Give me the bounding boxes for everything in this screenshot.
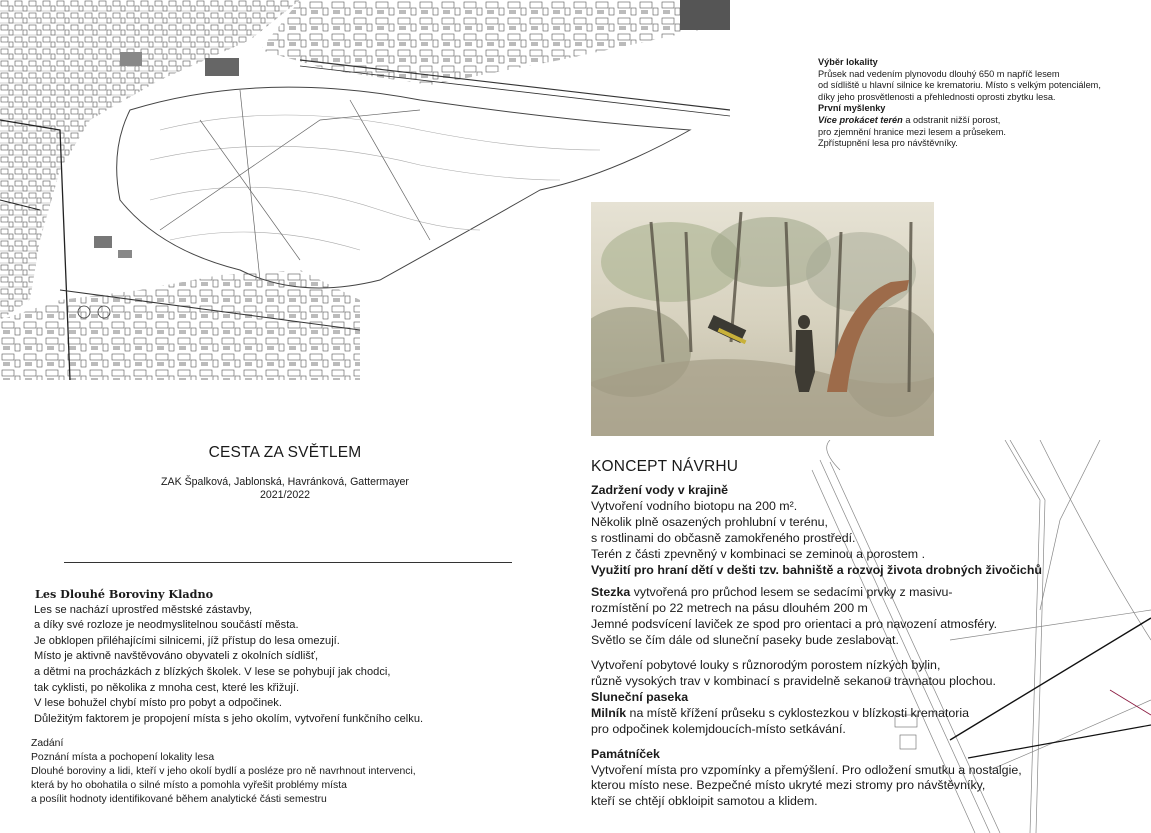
milestone-first-text: na místě křížení průseku s cyklostezkou v blízkosti krematoria <box>626 705 970 720</box>
site-selection-line: Průsek nad vedením plynovodu dlouhý 650 m napříč lesem <box>818 68 1060 79</box>
concept-line: Vytvoření vodního biotopu na 200 m². <box>591 498 798 513</box>
first-thoughts-line: Zpřístupnění lesa pro návštěvníky. <box>818 138 958 149</box>
concept-sketch-image <box>591 202 934 436</box>
concept-title: KONCEPT NÁVRHU <box>591 458 739 475</box>
concept-line: různě vysokých trav v kombinací s pravidelně sekanou travnatou plochou. <box>591 673 996 688</box>
assignment-line: a posílit hodnoty identifikované během analytické části semestru <box>31 794 327 806</box>
assignment-heading: Zadání <box>31 738 64 749</box>
path-heading: Stezka <box>591 585 631 600</box>
milestone-line <box>591 706 1042 722</box>
forest-heading: Les Dlouhé Boroviny Kladno <box>35 587 214 601</box>
first-thoughts-emphasis: Více prokácet terén <box>818 114 903 125</box>
concept-line: s rostlinami do občasně zamokřeného prostředí. <box>591 530 856 545</box>
concept-line: Terén z části zpevněný v kombinaci se zeminou a porostem . <box>591 546 926 561</box>
site-selection-notes <box>818 57 1101 150</box>
concept-section <box>591 457 1042 810</box>
page-title: CESTA ZA SVĚTLEM <box>208 444 362 461</box>
first-thoughts-heading: První myšlenky <box>818 103 886 114</box>
water-retention-heading: Zadržení vody v krajině <box>591 483 729 497</box>
authors-names: ZAK Špalková, Jablonská, Havránková, Gattermayer <box>161 476 409 488</box>
concept-line: Vytvoření pobytové louky s různorodým porostem nízkých bylin, <box>591 658 941 673</box>
concept-line: Vytvoření místa pro vzpomínky a přemýšlení. Pro odložení smutku a nostalgie, <box>591 762 1022 777</box>
assignment-line: Poznání místa a pochopení lokality lesa <box>31 752 215 764</box>
path-line <box>591 585 1042 601</box>
forest-line: Místo je aktivně navštěvováno obyvateli z okolních sídlišť, <box>34 650 319 663</box>
memorial-heading: Památníček <box>591 746 660 761</box>
concept-line: Světlo se čím dále od sluneční paseky bude zeslabovat. <box>591 633 899 648</box>
concept-line: kteří se chtějí obkloipit samotou a klidem. <box>591 794 818 809</box>
forest-line: Důležitým faktorem je propojení místa s jeho okolím, vytvoření funkčního celku. <box>34 712 424 725</box>
forest-line: tak cyklisti, po několika z mnoha cest, které les křižují. <box>34 681 300 694</box>
first-thoughts-line: pro zjemnění hranice mezi lesem a průsekem. <box>818 126 1006 137</box>
assignment-line: Dlouhé boroviny a lidi, kteří v jeho okolí bydlí a posléze pro ně navrhnout intervenci, <box>31 766 416 778</box>
forest-line: a dětmi na procházkách z blízkých školek. V lese se pohybují jak chodci, <box>34 665 391 678</box>
children-play-line: Využití pro hraní dětí v dešti tzv. bahniště a rozvoj života drobných živočichů <box>591 562 1042 577</box>
assignment-line: která by ho obohatila o silné místo a pomohla vyřešit problémy místa <box>31 780 347 792</box>
sunny-glade-heading: Sluneční paseka <box>591 689 689 704</box>
path-first-text: vytvořená pro průchod lesem se sedacími prvky z masivu- <box>630 585 953 600</box>
concept-line: kterou místo nese. Bezpečné místo ukryté mezi stromy pro návštěvníky, <box>591 778 986 793</box>
forest-line: V lese bohužel chybí místo pro pobyt a odpočinek. <box>34 697 282 710</box>
forest-description <box>34 587 423 727</box>
site-selection-line: díky jeho prosvětlenosti a přehlednosti oprosti zbytku lesa. <box>818 91 1056 102</box>
site-selection-heading: Výběr lokality <box>818 57 878 67</box>
forest-line: Je obklopen přiléhajícími silnicemi, jíž přístup do lesa omezují. <box>34 634 340 647</box>
divider-line <box>64 562 512 563</box>
concept-line: pro odpočinek kolemjdoucích-místo setkávání. <box>591 721 846 736</box>
first-thoughts-line <box>818 115 1101 127</box>
assignment <box>31 737 416 807</box>
concept-line: rozmístění po 22 metrech na pásu dlouhém 200 m <box>591 601 868 616</box>
first-thoughts-rest: a odstranit nižší porost, <box>902 114 1001 125</box>
concept-line: Jemné podsvícení laviček ze spod pro orientaci a pro navození atmosféry. <box>591 617 998 632</box>
title-block <box>130 444 440 502</box>
forest-line: Les se nachází uprostřed městské zástavby, <box>34 603 253 616</box>
milestone-heading: Milník <box>591 705 627 720</box>
forest-line: a díky své rozloze je neodmyslitelnou součástí města. <box>34 619 299 632</box>
site-selection-line: od sídliště u hlavní silnice ke krematoriu. Místo s velkým potenciálem, <box>818 80 1101 91</box>
authors <box>130 476 440 502</box>
academic-year: 2021/2022 <box>259 489 311 501</box>
concept-line: Několik plně osazených prohlubní v terénu, <box>591 514 828 529</box>
